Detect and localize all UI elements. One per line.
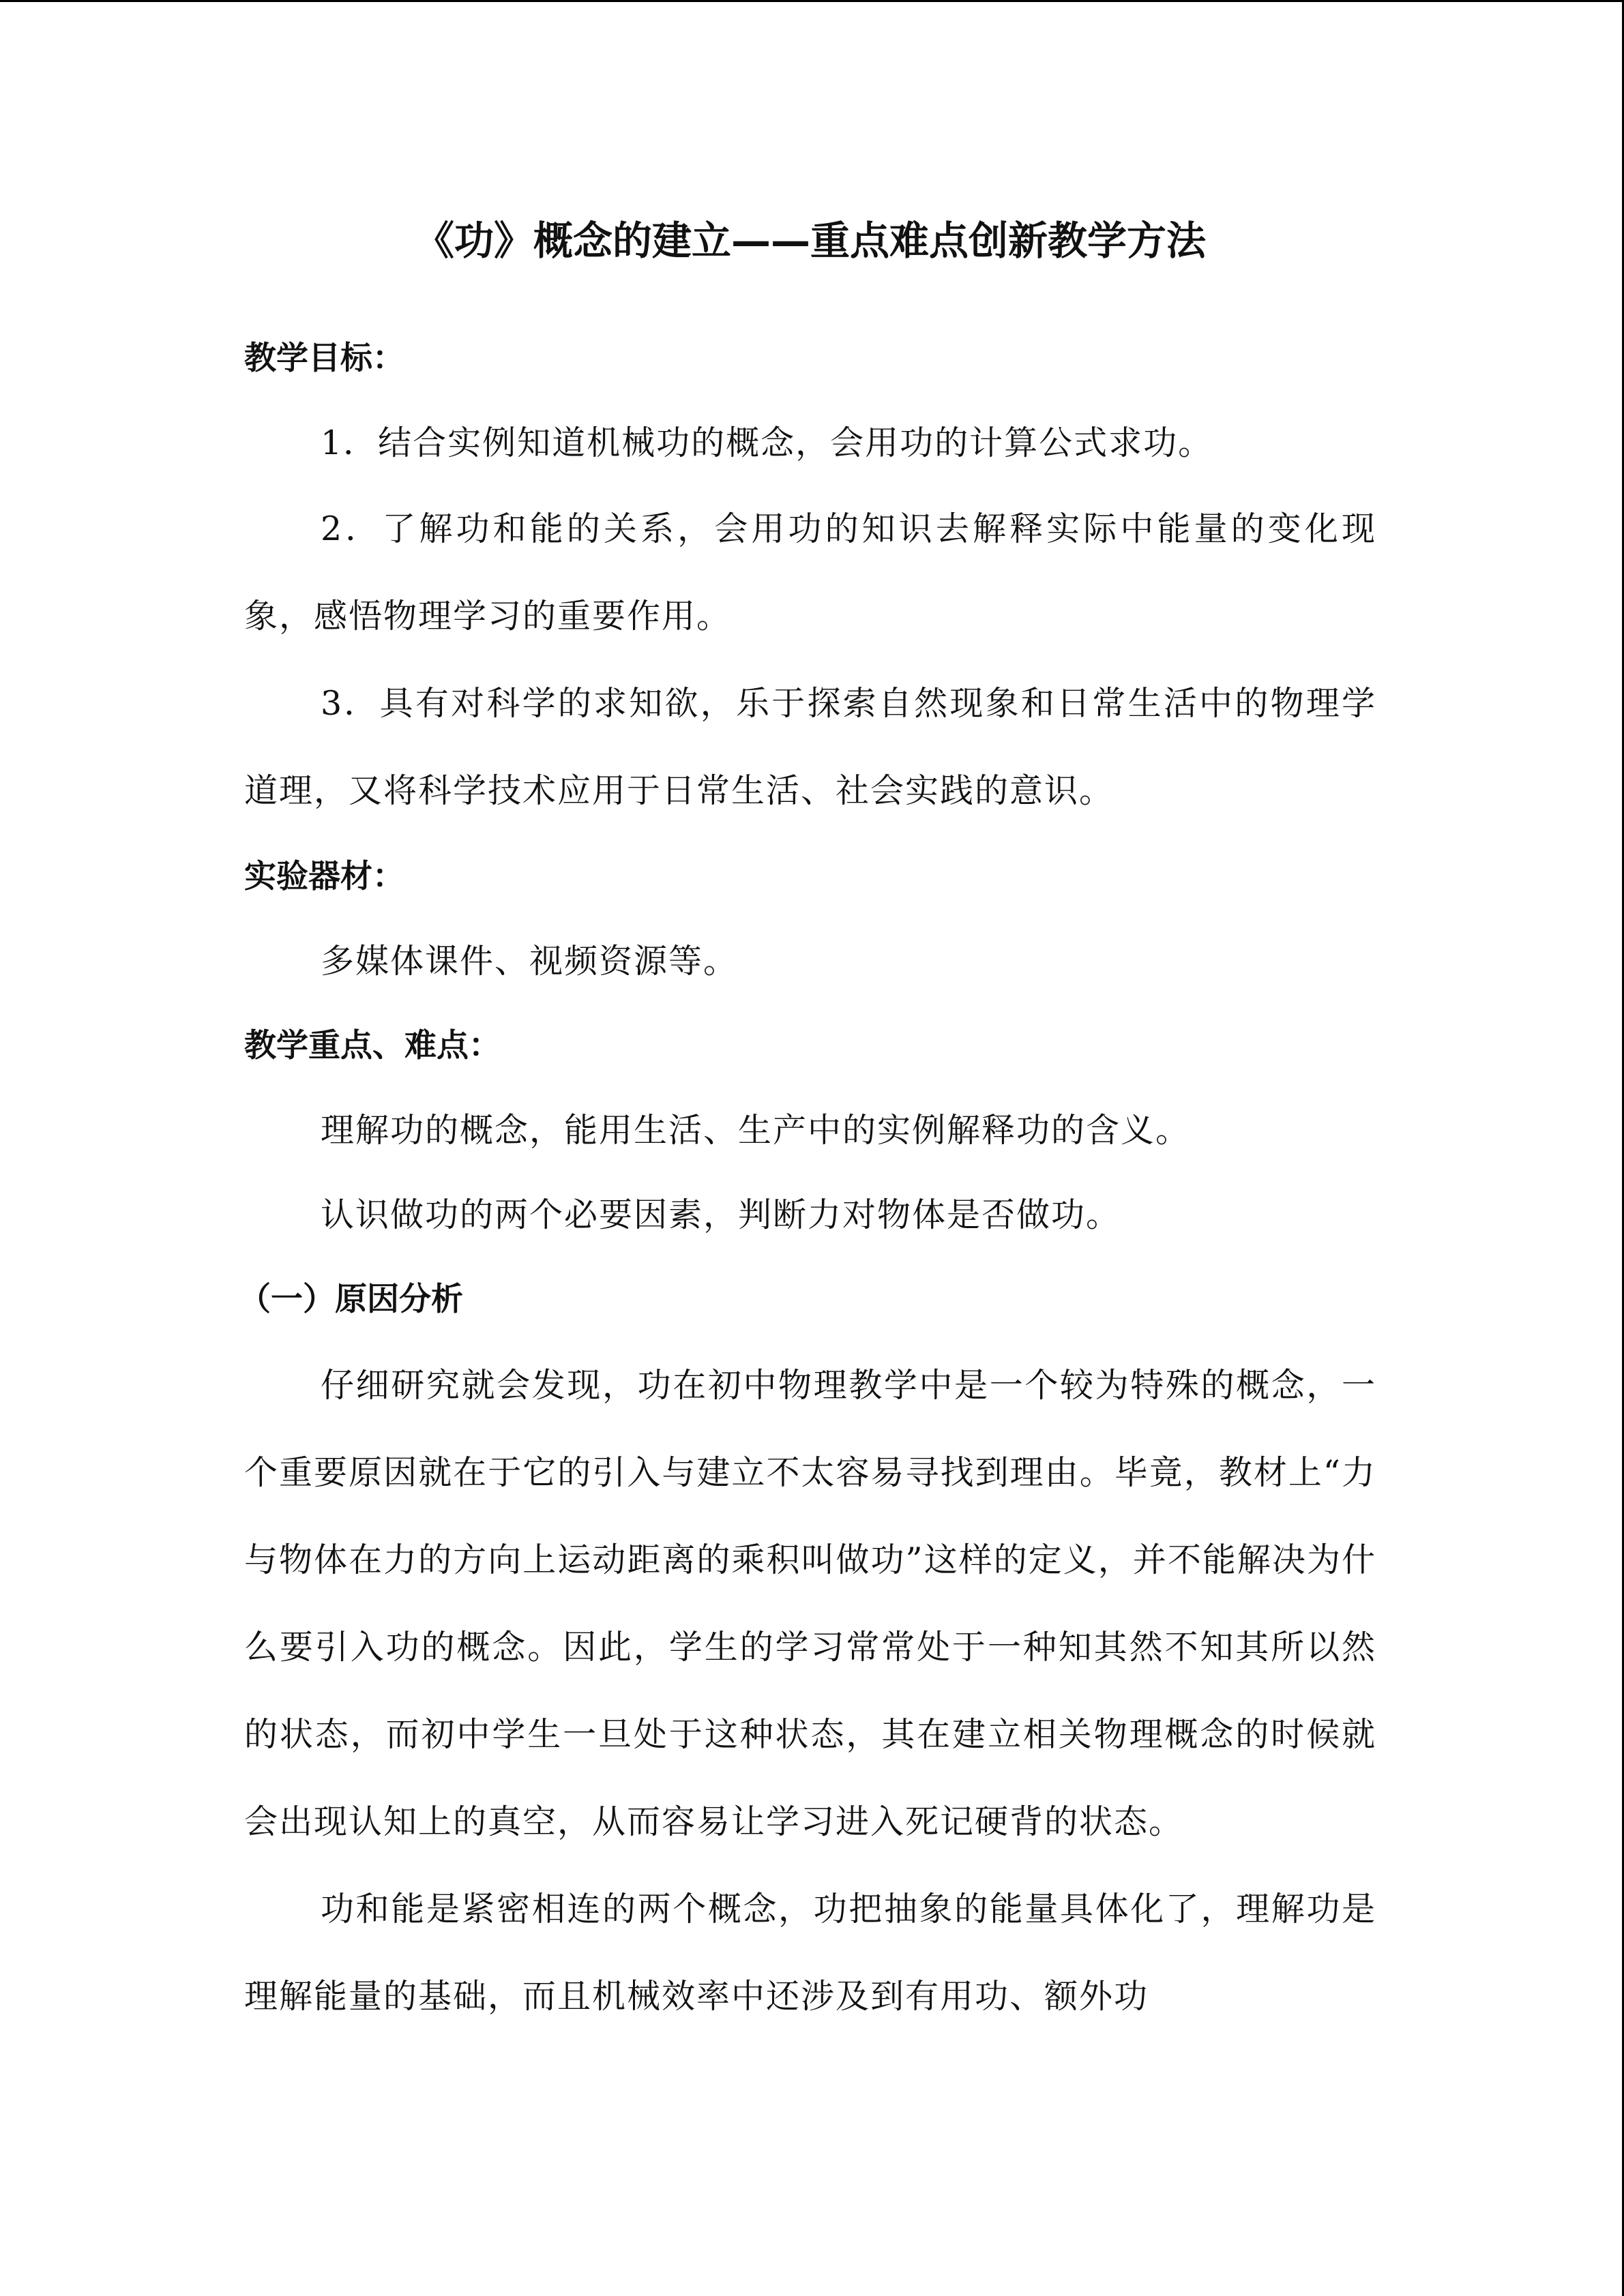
objective-item-2: 2．了解功和能的关系，会用功的知识去解释实际中能量的变化现象，感悟物理学习的重要作用。 xyxy=(244,509,1376,636)
document-title: 《功》概念的建立——重点难点创新教学方法 xyxy=(414,218,1206,264)
objective-item-1: 1．结合实例知道机械功的概念，会用功的计算公式求功。 xyxy=(321,423,1213,462)
analysis-heading: （一）原因分析 xyxy=(239,1281,463,1318)
objectives-heading: 教学目标： xyxy=(244,340,404,377)
analysis-paragraph-1: 仔细研究就会发现，功在初中物理教学中是一个较为特殊的概念，一个重要原因就在于它的引入与建立不太容易寻找到理由。毕竟，教材上“力与物体在力的方向上运动距离的乘积叫做功”这样的定义，并不能解决为什么要引入功的概念。因此，学生的学习常常处于一种知其然不知其所以然的状态，而初中学生一旦处于这种状态，其在建立相关物理概念的时候就会出现认知上的真空，从而容易让学习进入死记硬背的状态。 xyxy=(244,1366,1376,1841)
materials-heading: 实验器材： xyxy=(244,858,404,895)
document-body xyxy=(239,205,1376,2040)
key-point-item-1: 理解功的概念，能用生活、生产中的实例解释功的含义。 xyxy=(321,1111,1191,1150)
key-point-item-2: 认识做功的两个必要因素，判断力对物体是否做功。 xyxy=(321,1195,1121,1234)
objective-item-3: 3．具有对科学的求知欲，乐于探索自然现象和日常生活中的物理学道理，又将科学技术应用于日常生活、社会实践的意识。 xyxy=(244,684,1376,810)
page-border-top xyxy=(0,0,1624,2)
analysis-paragraph-2: 功和能是紧密相连的两个概念，功把抽象的能量具体化了，理解功是理解能量的基础，而且机械效率中还涉及到有用功、额外功 xyxy=(244,1890,1376,2016)
materials-text: 多媒体课件、视频资源等。 xyxy=(321,942,739,981)
key-points-heading: 教学重点、难点： xyxy=(244,1027,501,1064)
